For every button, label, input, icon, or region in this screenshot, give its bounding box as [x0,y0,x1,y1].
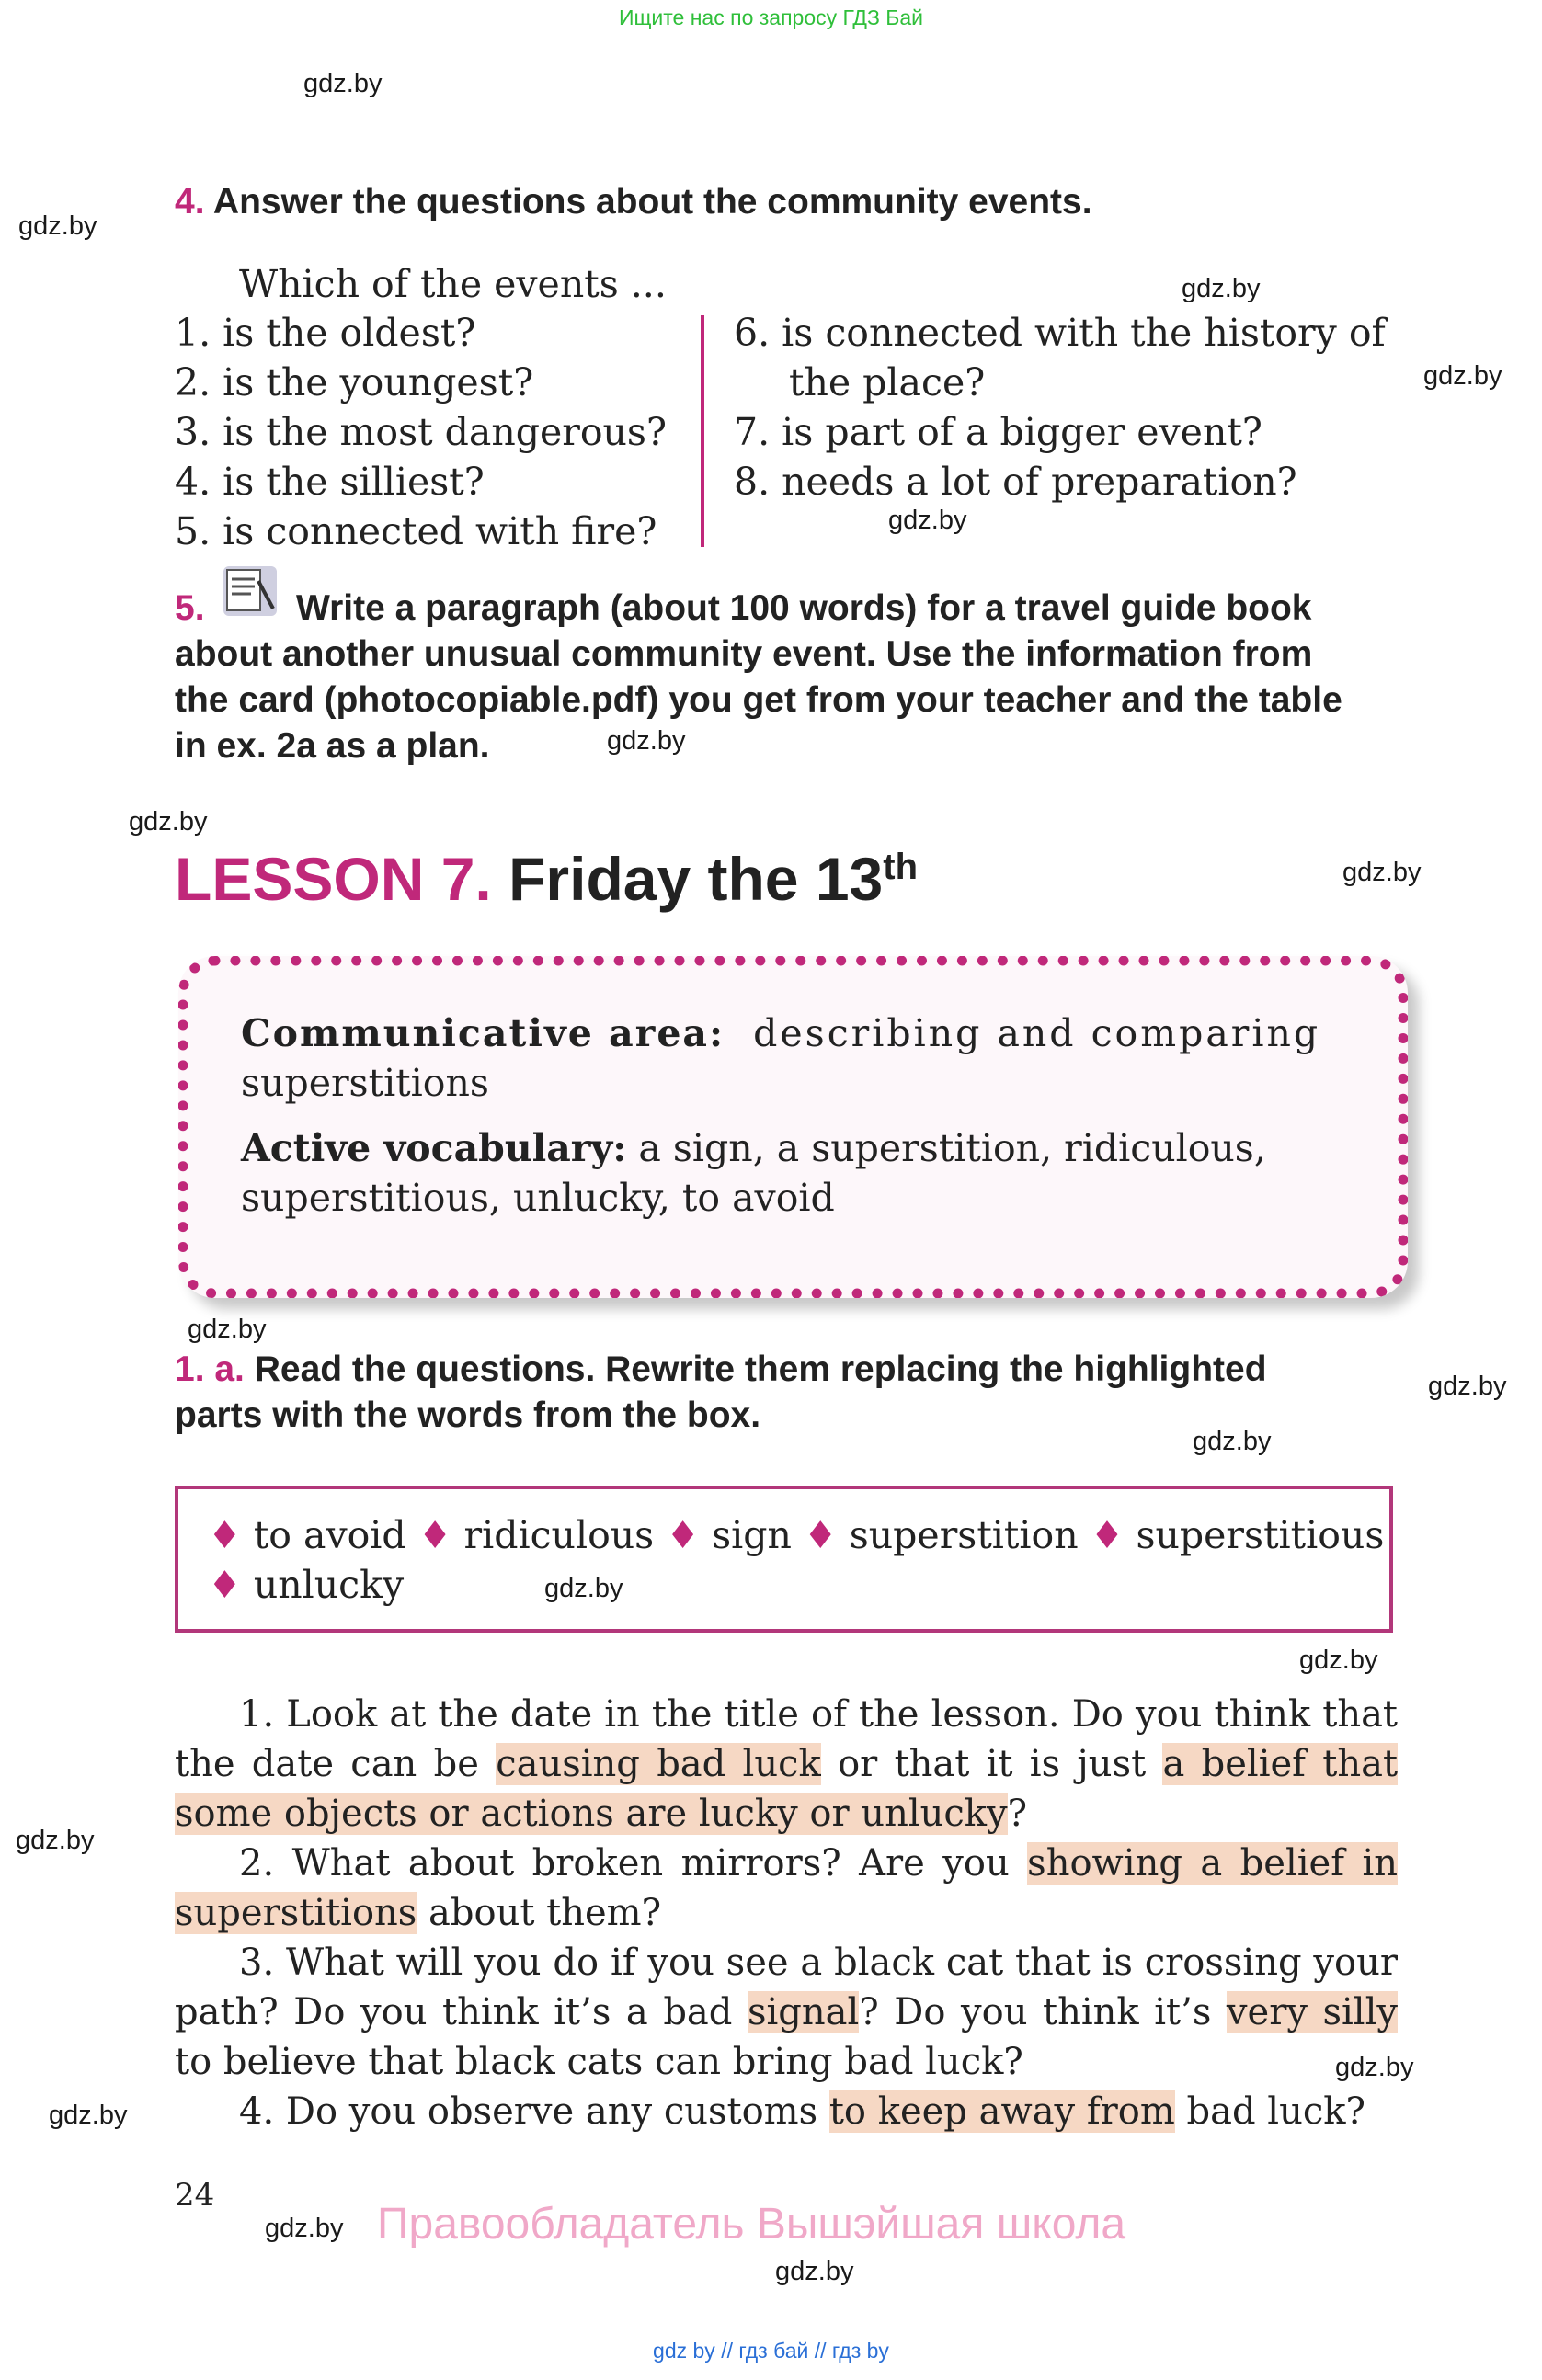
diamond-bullet-icon: ♦ [803,1513,838,1557]
task4-intro: Which of the events ... [239,262,667,306]
word-item: ridiculous [463,1513,655,1557]
watermark: gdz.by [303,69,383,98]
highlighted-phrase: very silly [1226,1991,1398,2033]
watermark: gdz.by [1193,1427,1272,1456]
watermark: gdz.by [888,506,967,535]
vocab-label: Active vocabulary: [241,1126,627,1170]
word-item: unlucky [253,1563,405,1607]
page-number: 24 [175,2177,215,2214]
copyright-text: Правообладатель Вышэйшая школа [377,2200,1126,2249]
comm-area-text: describing and comparing [753,1011,1321,1055]
highlighted-phrase: a belief that some objects or actions are lucky or unlucky [175,1743,1399,1835]
diamond-bullet-icon: ♦ [666,1513,701,1557]
word-item: sign [712,1513,792,1557]
lesson-title-sup: th [883,847,919,887]
task5-line: in ex. 2a as a plan. [175,726,490,766]
watermark: gdz.by [1423,361,1502,391]
question-item: 1. is the oldest? [175,311,476,355]
watermark: gdz.by [1428,1372,1507,1401]
word-box-line [208,1563,404,1607]
highlighted-phrase: to keep away from [828,2090,1175,2133]
diamond-bullet-icon: ♦ [417,1513,452,1557]
watermark: gdz.by [49,2101,128,2130]
question-paragraph: 1. Look at the date in the title of the lesson. Do you think that the date can be causing bad luck or that it is just a belief that some objects or actions are lucky or unlucky? [175,1693,1399,1835]
task5-line: the card (photocopiable.pdf) you get from your teacher and the table [175,680,1342,720]
vocab-text: superstitious, unlucky, to avoid [241,1176,835,1220]
footer-links[interactable]: gdz by // гдз бай // гдз by [653,2339,889,2363]
question-item: the place? [789,360,986,404]
word-item: superstition [849,1513,1079,1557]
word-item: to avoid [253,1513,406,1557]
watermark: gdz.by [1335,2053,1414,2082]
worksheet-icon [223,566,277,616]
top-search-note: Ищите нас по запросу ГДЗ Бай [618,6,924,29]
task1a-line [175,1349,1267,1390]
watermark: gdz.by [265,2214,344,2243]
diamond-bullet-icon: ♦ [208,1563,242,1607]
task-number: 1. a. [175,1349,245,1389]
watermark: gdz.by [16,1826,95,1855]
task-number: 5. [175,588,205,628]
task4-title: Answer the questions about the community events. [212,182,1092,222]
word-item: superstitious [1136,1513,1385,1557]
highlighted-phrase: causing bad luck [496,1743,821,1785]
watermark: gdz.by [1182,274,1261,303]
question-paragraph: 2. What about broken mirrors? Are you showing a belief in superstitions about them? [175,1842,1399,1934]
watermark: gdz.by [544,1574,623,1603]
highlighted-phrase: showing a belief in superstitions [175,1842,1399,1934]
watermark: gdz.by [607,726,686,756]
diamond-bullet-icon: ♦ [1090,1513,1125,1557]
watermark: gdz.by [18,211,97,241]
word-box-line [208,1513,1384,1557]
task4-heading [175,182,1092,222]
question-item: 8. needs a lot of preparation? [734,460,1297,504]
task-number: 4. [175,182,205,222]
watermark: gdz.by [1342,858,1422,887]
question-item: 6. is connected with the history of [734,311,1386,355]
task5-line: about another unusual community event. Use the information from [175,634,1313,674]
task1a-text: parts with the words from the box. [175,1395,761,1435]
lesson-label: LESSON 7. [175,845,492,913]
task1a-text: Read the questions. Rewrite them replacing the highlighted [254,1349,1267,1389]
question-item: 2. is the youngest? [175,360,534,404]
watermark: gdz.by [129,807,208,837]
lesson-title: Friday the 13 [508,845,884,913]
comm-area-line [241,1011,1320,1055]
question-item: 7. is part of a bigger event? [734,410,1262,454]
word-box [175,1486,1393,1633]
comm-area-text: superstitions [241,1061,489,1105]
comm-area-label: Communicative area: [241,1011,725,1055]
watermark: gdz.by [1299,1646,1378,1675]
question-item: 3. is the most dangerous? [175,410,667,454]
task5-line: Write a paragraph (about 100 words) for a travel guide book [296,588,1312,628]
question-paragraph: 4. Do you observe any customs to keep away from bad luck? [239,2090,1365,2133]
diamond-bullet-icon: ♦ [208,1513,242,1557]
watermark: gdz.by [775,2257,854,2286]
watermark: gdz.by [188,1315,267,1344]
lesson-heading [175,844,918,914]
vocab-text: a sign, a superstition, ridiculous, [638,1126,1266,1170]
vocab-line [241,1126,1266,1170]
question-paragraph: 3. What will you do if you see a black cat that is crossing your path? Do you think it’s a bad signal? Do you think it’s very silly to believe that black cats can bring bad luck? [175,1942,1398,2083]
question-item: 4. is the silliest? [175,460,485,504]
question-item: 5. is connected with fire? [175,509,657,553]
column-divider [701,315,704,547]
highlighted-phrase: signal [747,1991,860,2033]
